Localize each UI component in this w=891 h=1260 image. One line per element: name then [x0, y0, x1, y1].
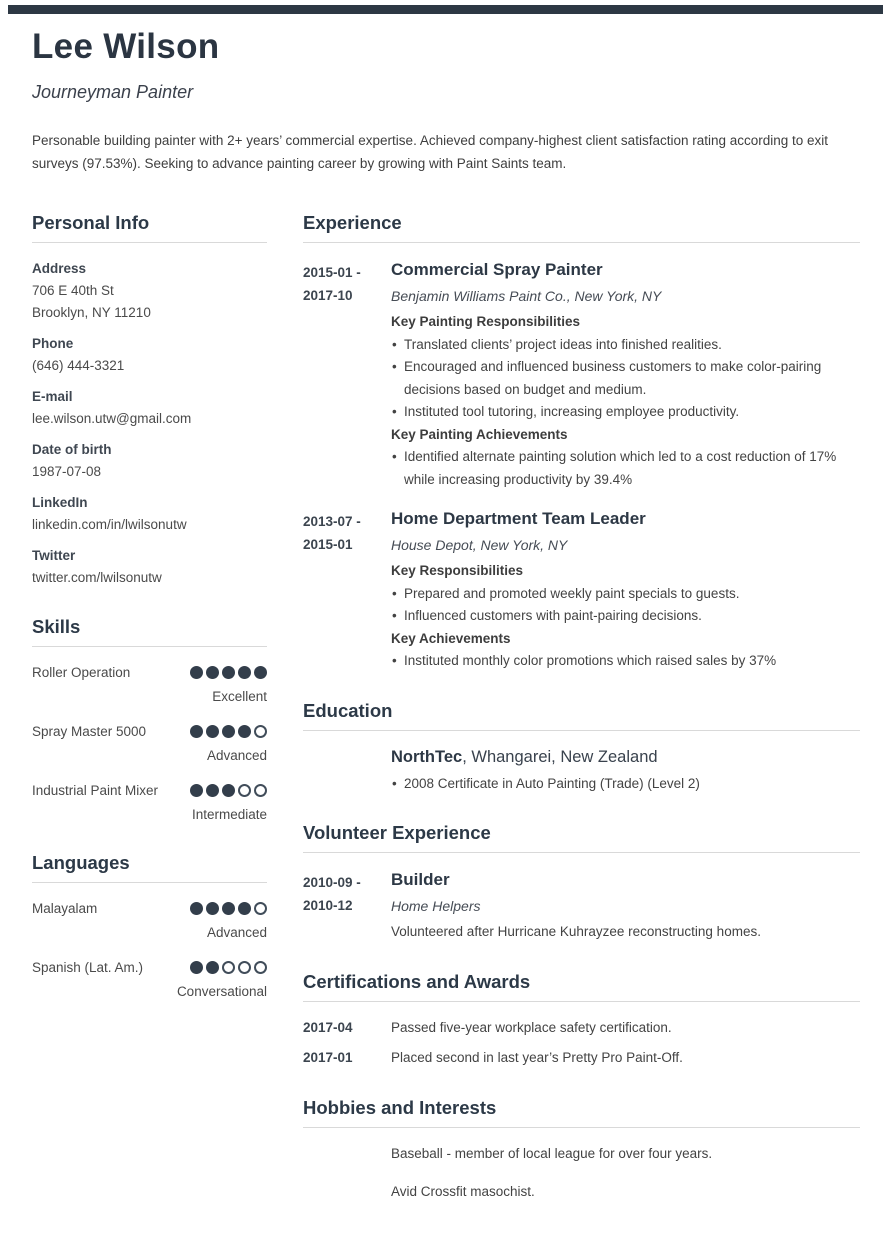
rating-dot-empty	[222, 961, 235, 974]
rating-dot-filled	[206, 902, 219, 915]
entry-dates	[303, 507, 391, 673]
bullet-item: • Influenced customers with paint-pairing decisions.	[391, 605, 860, 628]
skills-heading: Skills	[32, 616, 267, 647]
rating-dot-filled	[222, 666, 235, 679]
field-label: Date of birth	[32, 442, 112, 457]
bullet-list	[391, 773, 860, 796]
bullet-list	[391, 583, 860, 628]
date-to: 2010-12	[303, 898, 353, 913]
entry-content	[391, 868, 860, 944]
certification-text: Placed second in last year’s Pretty Pro Paint-Off.	[391, 1050, 683, 1065]
language-item	[32, 898, 267, 943]
bullet-list	[391, 446, 860, 491]
rating-dot-empty	[254, 902, 267, 915]
volunteer-title: Builder	[391, 870, 450, 889]
rating-dot-filled	[190, 902, 203, 915]
personal-info-item-dob	[32, 439, 267, 483]
skill-name: Roller Operation	[32, 665, 131, 680]
personal-info-item-address	[32, 258, 267, 324]
skill-item	[32, 662, 267, 707]
two-column-layout	[32, 212, 860, 1220]
certifications-heading: Certifications and Awards	[303, 971, 860, 1002]
section-hobbies	[303, 1097, 860, 1212]
rating-dot-filled	[222, 725, 235, 738]
section-skills	[32, 616, 267, 825]
bullet-item: • Instituted monthly color promotions which raised sales by 37%	[391, 650, 860, 673]
field-value: linkedin.com/in/lwilsonutw	[32, 517, 187, 532]
skill-rating-dots	[190, 662, 267, 679]
section-experience	[303, 212, 860, 673]
hobby-text: Baseball - member of local league for over four years.	[391, 1145, 713, 1161]
hobby-row	[303, 1143, 860, 1174]
field-label: Address	[32, 261, 87, 276]
language-rating-dots	[190, 898, 267, 915]
field-label: E-mail	[32, 389, 73, 404]
date-from: 2015-01 -	[303, 265, 361, 280]
candidate-name: Lee Wilson	[32, 27, 220, 66]
skill-name: Industrial Paint Mixer	[32, 783, 159, 798]
section-education	[303, 700, 860, 796]
key-heading: Key Achievements	[391, 630, 511, 646]
rating-dot-filled	[190, 725, 203, 738]
hobby-spacer	[303, 1181, 391, 1212]
volunteer-entry	[303, 868, 860, 944]
bullet-item: • Instituted tool tutoring, increasing employee productivity.	[391, 401, 860, 424]
field-value: (646) 444-3321	[32, 358, 125, 373]
personal-info-item-twitter	[32, 545, 267, 589]
rating-dot-filled	[222, 784, 235, 797]
hobby-spacer	[303, 1143, 391, 1174]
skill-rating-dots	[190, 780, 267, 797]
header	[32, 27, 860, 175]
job-title: Commercial Spray Painter	[391, 260, 603, 279]
rating-dot-filled	[238, 725, 251, 738]
rating-dot-filled	[238, 666, 251, 679]
volunteer-description: Volunteered after Hurricane Kuhrayzee reconstructing homes.	[391, 924, 761, 939]
skill-level: Intermediate	[191, 807, 267, 822]
bullet-item: • Prepared and promoted weekly paint specials to guests.	[391, 583, 860, 606]
school-location: , Whangarei, New Zealand	[462, 747, 658, 766]
school-name: NorthTec	[391, 747, 463, 766]
bullet-item: • Translated clients’ project ideas into finished realities.	[391, 334, 860, 357]
languages-heading: Languages	[32, 852, 267, 883]
language-item	[32, 957, 267, 1002]
section-languages	[32, 852, 267, 1002]
rating-dot-filled	[222, 902, 235, 915]
school-line	[391, 746, 860, 768]
personal-info-heading: Personal Info	[32, 212, 267, 243]
rating-dot-filled	[190, 961, 203, 974]
section-personal-info	[32, 212, 267, 589]
skill-item	[32, 721, 267, 766]
entry-content	[391, 507, 860, 673]
rating-dot-filled	[206, 784, 219, 797]
experience-entry	[303, 258, 860, 491]
entry-content	[391, 746, 860, 796]
education-heading: Education	[303, 700, 860, 731]
rating-dot-empty	[254, 725, 267, 738]
language-name: Spanish (Lat. Am.)	[32, 960, 144, 975]
certification-date: 2017-04	[303, 1019, 353, 1035]
bullet-item: • 2008 Certificate in Auto Painting (Trade) (Level 2)	[391, 773, 860, 796]
field-value: Brooklyn, NY 11210	[32, 305, 151, 320]
key-heading: Key Painting Responsibilities	[391, 314, 581, 329]
experience-heading: Experience	[303, 212, 860, 243]
entry-content	[391, 258, 860, 491]
key-heading: Key Painting Achievements	[391, 426, 568, 442]
skill-name: Spray Master 5000	[32, 724, 147, 739]
bullet-list	[391, 650, 860, 673]
volunteer-org: Home Helpers	[391, 898, 481, 914]
hobbies-heading: Hobbies and Interests	[303, 1097, 860, 1128]
right-column	[303, 212, 860, 1220]
rating-dot-empty	[238, 961, 251, 974]
rating-dot-empty	[254, 784, 267, 797]
rating-dot-filled	[190, 666, 203, 679]
experience-entry	[303, 507, 860, 673]
rating-dot-empty	[254, 961, 267, 974]
certification-text: Passed five-year workplace safety certification.	[391, 1019, 672, 1035]
language-rating-dots	[190, 957, 267, 974]
rating-dot-filled	[254, 666, 267, 679]
bullet-list	[391, 334, 860, 424]
personal-info-item-email	[32, 386, 267, 430]
certification-row	[303, 1017, 860, 1040]
date-to: 2017-10	[303, 288, 353, 303]
rating-dot-empty	[238, 784, 251, 797]
hobby-text: Avid Crossfit masochist.	[391, 1184, 535, 1199]
job-title: Home Department Team Leader	[391, 509, 646, 528]
date-from: 2013-07 -	[303, 514, 361, 529]
date-to: 2015-01	[303, 537, 353, 552]
key-heading: Key Responsibilities	[391, 563, 524, 578]
certification-date: 2017-01	[303, 1050, 353, 1065]
field-value: lee.wilson.utw@gmail.com	[32, 411, 192, 426]
rating-dot-filled	[206, 725, 219, 738]
personal-info-item-linkedin	[32, 492, 267, 536]
field-value: 706 E 40th St	[32, 283, 114, 298]
skill-rating-dots	[190, 721, 267, 738]
hobby-row	[303, 1181, 860, 1212]
section-certifications	[303, 971, 860, 1070]
certification-row	[303, 1047, 860, 1070]
top-accent-bar	[8, 5, 883, 14]
skill-item	[32, 780, 267, 825]
section-volunteer	[303, 822, 860, 944]
field-label: Phone	[32, 336, 74, 351]
job-company: House Depot, New York, NY	[391, 537, 568, 553]
language-level: Conversational	[176, 984, 267, 999]
education-entry	[303, 746, 860, 796]
skill-level: Advanced	[206, 748, 267, 763]
profile-summary: Personable building painter with 2+ years’ commercial expertise. Achieved company-highest client satisfaction rating according to exit surveys (97.53%). Seeking to advance painting career by growing with Paint Saints team.	[32, 133, 829, 171]
entry-dates	[303, 258, 391, 491]
field-value: twitter.com/lwilsonutw	[32, 570, 162, 585]
field-label: Twitter	[32, 548, 76, 563]
field-value: 1987-07-08	[32, 464, 102, 479]
rating-dot-filled	[206, 666, 219, 679]
candidate-job-title: Journeyman Painter	[32, 82, 194, 102]
personal-info-item-phone	[32, 333, 267, 377]
entry-dates	[303, 746, 391, 796]
job-company: Benjamin Williams Paint Co., New York, NY	[391, 288, 662, 304]
field-label: LinkedIn	[32, 495, 88, 510]
volunteer-heading: Volunteer Experience	[303, 822, 860, 853]
date-from: 2010-09 -	[303, 875, 361, 890]
entry-dates	[303, 868, 391, 944]
bullet-item: • Identified alternate painting solution which led to a cost reduction of 17% while increasing productivity by 39.4%	[391, 446, 860, 491]
language-level: Advanced	[206, 925, 267, 940]
rating-dot-filled	[190, 784, 203, 797]
skill-level: Excellent	[212, 689, 267, 704]
rating-dot-filled	[238, 902, 251, 915]
language-name: Malayalam	[32, 901, 98, 916]
rating-dot-filled	[206, 961, 219, 974]
bullet-item: • Encouraged and influenced business customers to make color-pairing decisions based on budget and medium.	[391, 356, 860, 401]
left-column	[32, 212, 267, 1220]
